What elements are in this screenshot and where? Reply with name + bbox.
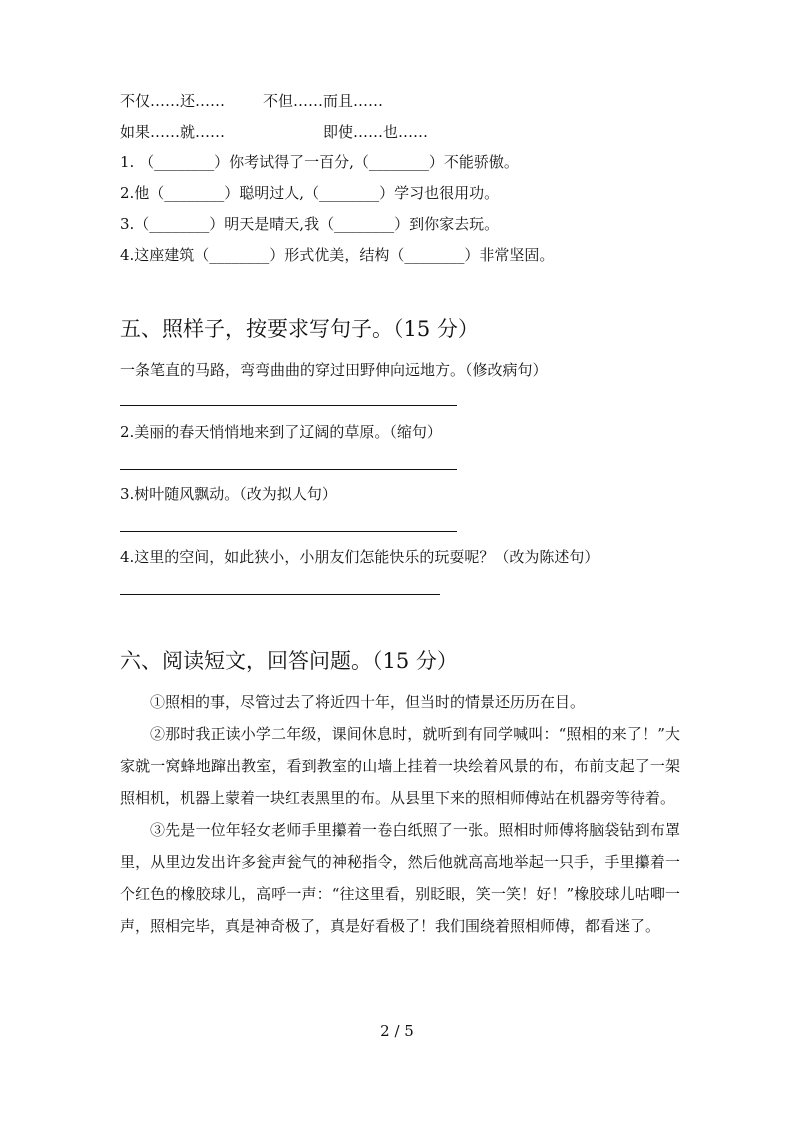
conjunction-option: 不但……而且…… <box>263 92 384 110</box>
rewrite-prompt: 一条笔直的马路，弯弯曲曲的穿过田野伸向远地方。（修改病句） <box>120 361 548 379</box>
passage-paragraph: ③先是一位年轻女老师手里攥着一卷白纸照了一张。照相时师傅将脑袋钻到布罩里，从里边发出许多瓮声瓮气的神秘指令，然后他就高高地举起一只手，手里攥着一个红色的橡胶球儿，高呼一声：“往这里看，别眨眼，笑一笑！好！”橡胶球儿咕唧一声，照相完毕，真是神奇极了，真是好看极了！我们围绕着照相师傅，都看迷了。 <box>120 821 680 935</box>
reading-passage <box>120 686 680 942</box>
conjunction-option: 如果……就…… <box>120 123 226 141</box>
passage-paragraph: ②那时我正读小学二年级，课间休息时，就听到有同学喊叫：“照相的来了！”大家就一窝蜂地蹿出教室，看到教室的山墙上挂着一块绘着风景的布，布前支起了一架照相机，机器上蒙着一块红表黑里的布。从县里下来的照相师傅站在机器旁等待着。 <box>120 725 680 807</box>
rewrite-prompt: 4.这里的空间，如此狭小，小朋友们怎能快乐的玩耍呢？（改为陈述句） <box>120 548 600 566</box>
conjunction-option: 不仅……还…… <box>120 92 226 110</box>
fill-question: 2.他（________）聪明过人,（________）学习也很用功。 <box>120 184 500 202</box>
answer-line <box>120 469 457 470</box>
answer-line <box>120 594 440 595</box>
rewrite-prompt: 3.树叶随风飘动。（改为拟人句） <box>120 485 337 503</box>
answer-line <box>120 405 457 406</box>
conjunction-row-1 <box>120 91 384 111</box>
passage-paragraph: ①照相的事，尽管过去了将近四十年，但当时的情景还历历在目。 <box>150 693 586 711</box>
rewrite-prompt: 2.美丽的春天悄悄地来到了辽阔的草原。（缩句） <box>120 423 442 441</box>
section-heading: 五、照样子，按要求写句子。（15 分） <box>120 317 479 341</box>
page-number: 2 / 5 <box>380 1022 414 1040</box>
answer-line <box>120 531 457 532</box>
fill-question: 4.这座建筑（________）形式优美，结构（________）非常坚固。 <box>120 246 555 264</box>
conjunction-row-2 <box>120 122 429 142</box>
conjunction-option: 即使……也…… <box>323 123 429 141</box>
section-heading: 六、阅读短文，回答问题。（15 分） <box>120 649 458 673</box>
fill-question: 3.（________）明天是晴天,我（________）到你家去玩。 <box>120 215 500 233</box>
fill-question: 1. （________）你考试得了一百分,（________）不能骄傲。 <box>120 153 519 171</box>
